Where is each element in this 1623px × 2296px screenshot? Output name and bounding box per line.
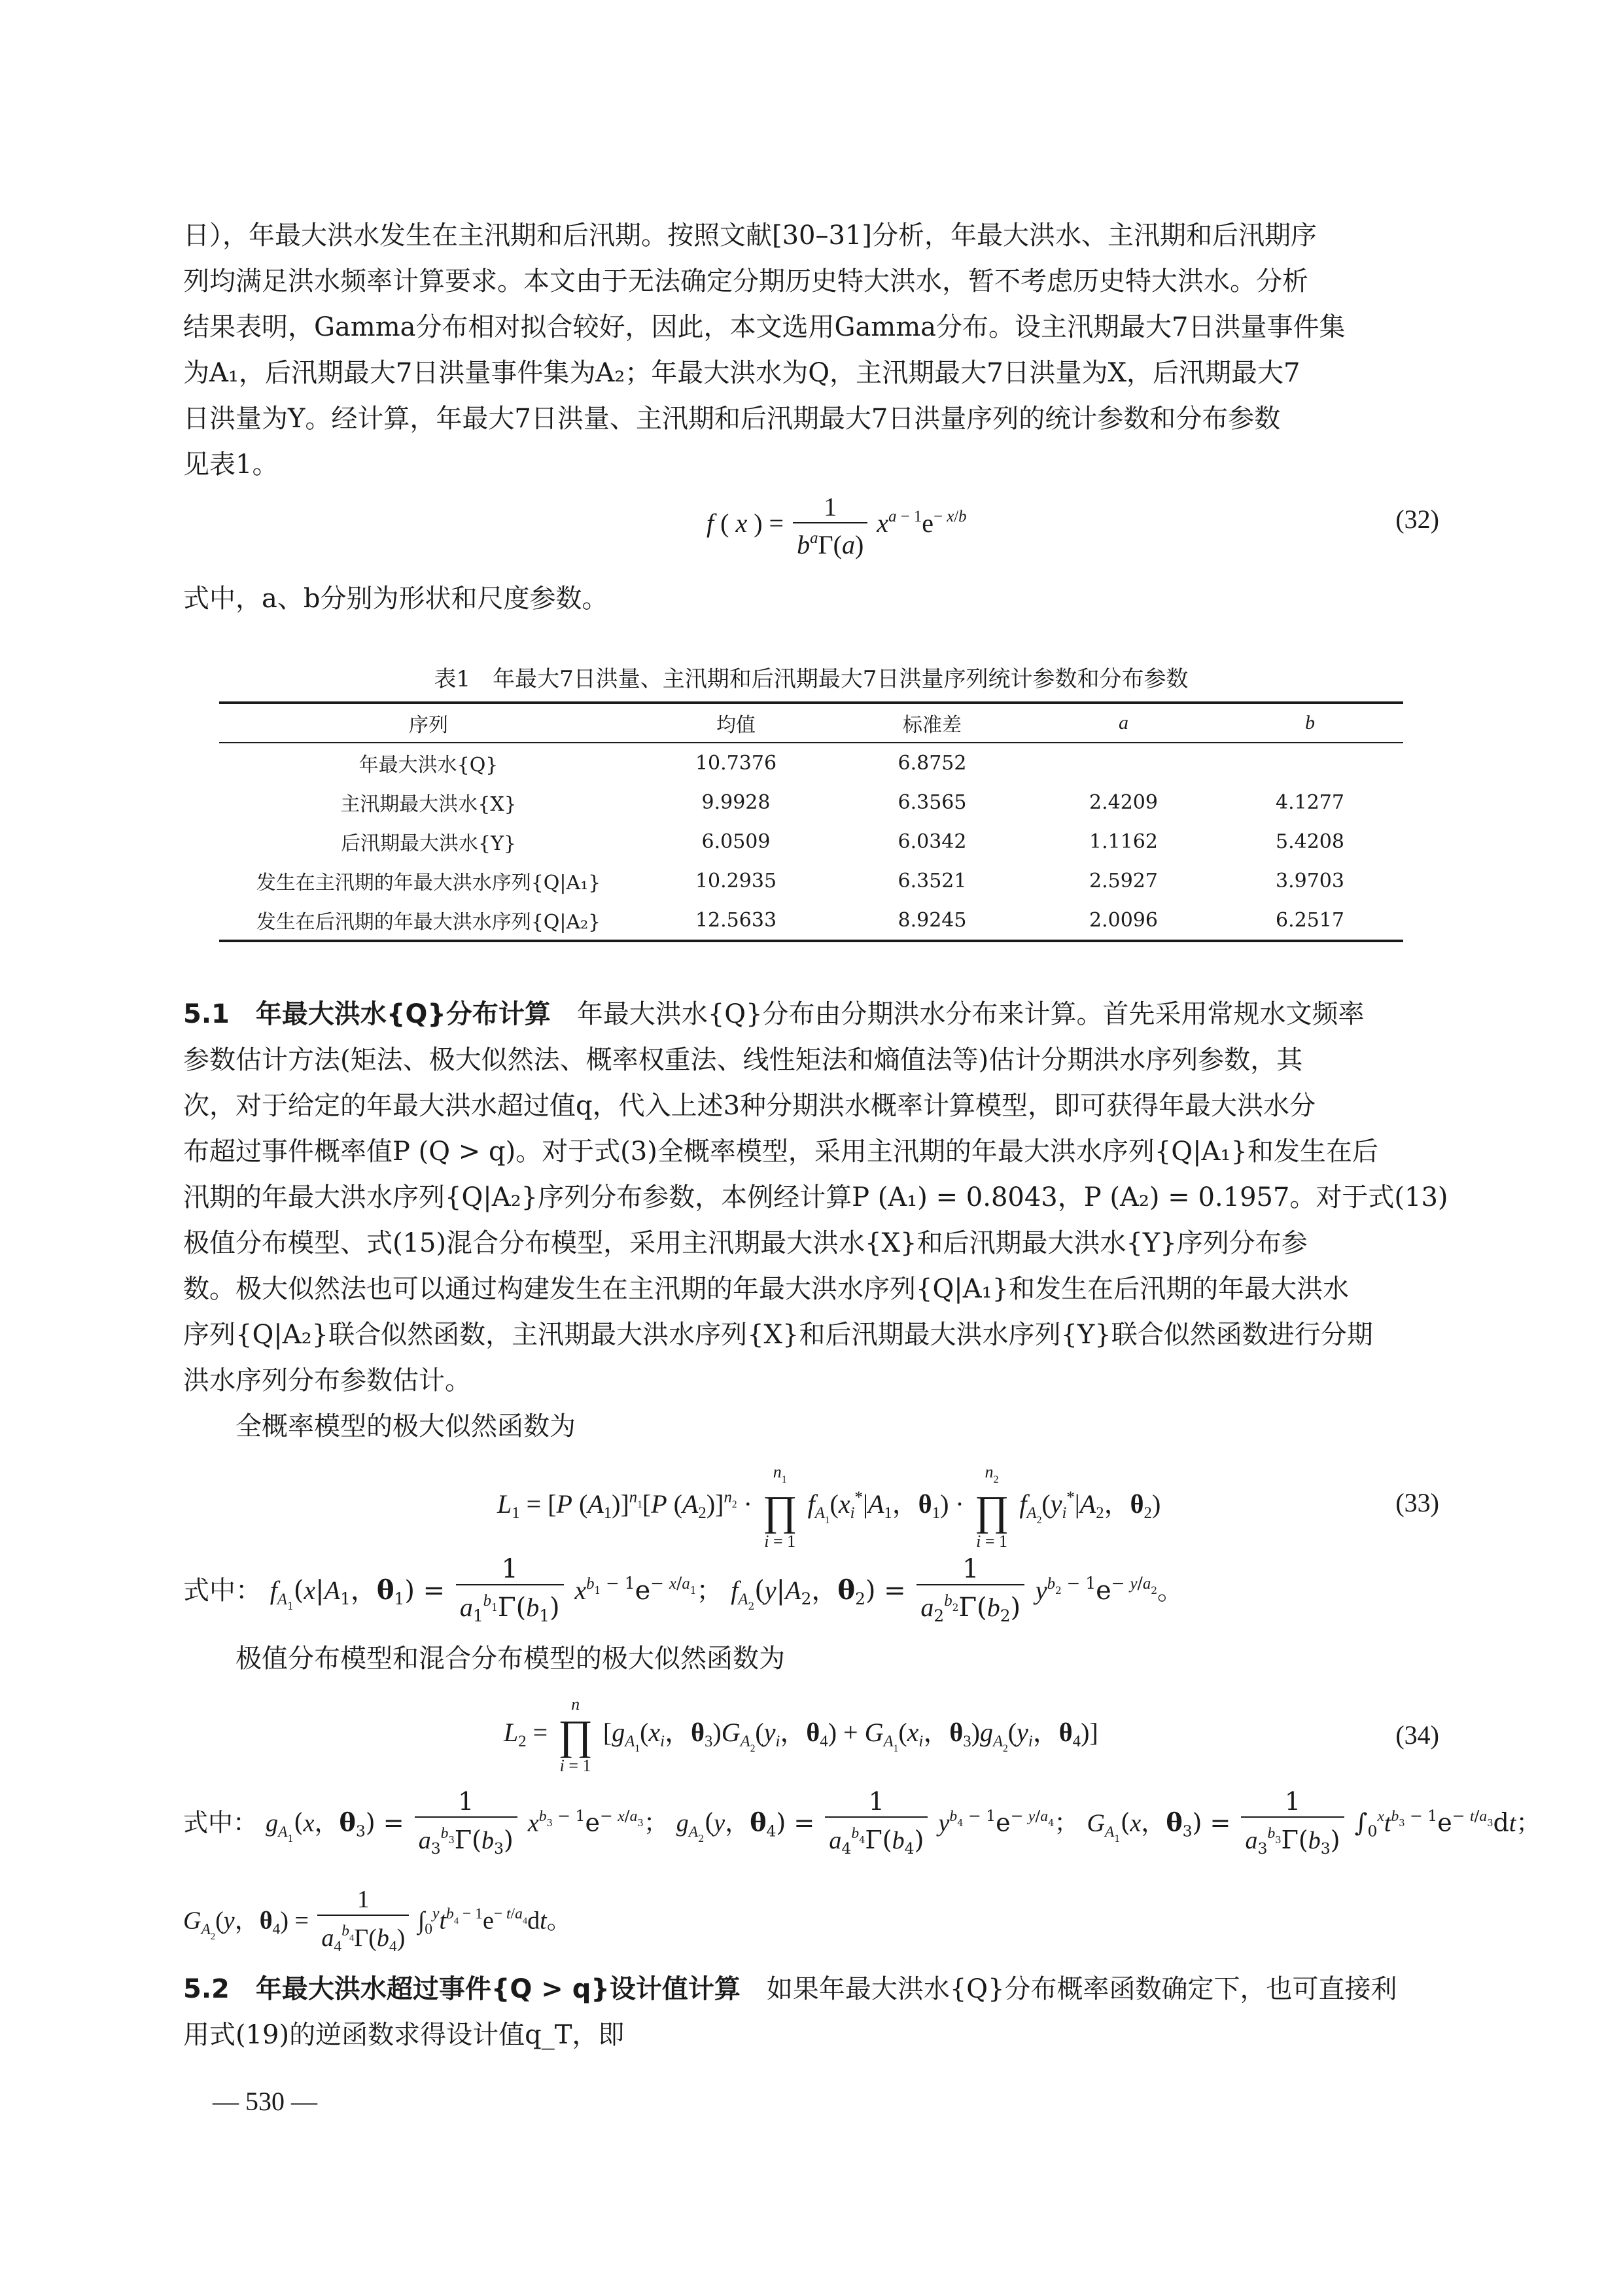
header-cell: 均值 <box>716 714 756 737</box>
text-line: 列均满足洪水频率计算要求。本文由于无法确定分期历史特大洪水，暂不考虑历史特大洪水。分析 <box>183 266 1308 296</box>
table-cell: 6.2517 <box>1276 908 1344 932</box>
equation-body: $L_1 = [P$ $(A_1)]^{n_1}[P$ $(A_2)]^{n_2}$ · $n_1$ ∏ i = 1 $f_{A_1}(x_i^*|A_1$，$\theta_1$) · $n_2$ ∏ i = 1 $f_{A_2}(y_i^*|A_2$，$\theta_2$) <box>497 1462 1161 1551</box>
text-line: 用式(19)的逆函数求得设计值q_T，即 <box>183 2020 625 2050</box>
table-cell: 6.3565 <box>898 790 967 814</box>
table-cell: 6.8752 <box>898 751 967 775</box>
equation-32 <box>183 492 1439 564</box>
table-cell: 6.3521 <box>898 869 967 892</box>
table-cell: 2.0096 <box>1089 908 1158 932</box>
table-cell: 年最大洪水{Q} <box>358 754 498 777</box>
equation-body: 式中： $f_{A_1}(x|A_1$，$\theta_1$) = $\frac{1}{a_1^{b_1}\Gamma(b_1)}$ $x^{b_1 - 1}e^{- x/a_1}$； $f_{A_2}(y|A_2$，$\theta_2$) = $\frac{1}{a_2^{b_2}\Gamma(b_2)}$ $y^{b_2 - 1}e^{- y/a_2}$。 <box>183 1554 1184 1625</box>
section-5-2 <box>183 1966 1439 2058</box>
table-cell: 12.5633 <box>695 908 777 932</box>
note-prefix: 式中： <box>183 1808 258 1837</box>
equation-33 <box>183 1462 1439 1551</box>
text-line: 次，对于给定的年最大洪水超过值q，代入上述3种分期洪水概率计算模型，即可获得年最大洪水分 <box>183 1091 1316 1121</box>
text-line: 极值分布模型和混合分布模型的极大似然函数为 <box>236 1644 785 1674</box>
table-row <box>219 783 1403 822</box>
eq34-note-line1 <box>183 1786 1541 1865</box>
table-cell: 9.9928 <box>701 790 771 814</box>
text-line: 汛期的年最大洪水序列{Q|A₂}序列分布参数，本例经计算P (A₁) = 0.8043，P (A₂) = 0.1957。对于式(13) <box>183 1182 1448 1212</box>
eq33-note <box>183 1554 1439 1633</box>
text-line: 全概率模型的极大似然函数为 <box>236 1411 576 1441</box>
text-line: 数。极大似然法也可以通过构建发生在主汛期的年最大洪水序列{Q|A₁}和发生在后汛期的年最大洪水 <box>183 1274 1350 1304</box>
text-span: 如果年最大洪水{Q}分布概率函数确定下，也可直接利 <box>740 1974 1397 2004</box>
table-cell: 6.0509 <box>701 830 771 853</box>
page-number: — 530 — <box>213 2087 317 2116</box>
lik2-intro <box>183 1636 1439 1682</box>
table-cell: 2.4209 <box>1089 790 1158 814</box>
section-heading: 5.2 年最大洪水超过事件{Q > q}设计值计算 <box>183 1974 741 2004</box>
text-line: 见表1。 <box>183 450 279 480</box>
header-cell: a <box>1119 712 1128 733</box>
text-line: 结果表明，Gamma分布相对拟合较好，因此，本文选用Gamma分布。设主汛期最大7日洪量事件集 <box>183 312 1346 342</box>
table-cell: 发生在后汛期的年最大洪水序列{Q|A₂} <box>256 911 601 934</box>
equation-number: (32) <box>1395 504 1439 534</box>
table-cell: 发生在主汛期的年最大洪水序列{Q|A₁} <box>256 872 601 894</box>
table-row <box>219 743 1403 783</box>
table-row <box>219 900 1403 941</box>
text-line: 为A₁，后汛期最大7日洪量事件集为A₂；年最大洪水为Q，主汛期最大7日洪量为X，后汛期最大7 <box>183 358 1300 388</box>
text-line: 极值分布模型、式(15)混合分布模型，采用主汛期最大洪水{X}和后汛期最大洪水{Y}序列分布参 <box>183 1228 1308 1258</box>
intro-paragraph <box>183 213 1439 487</box>
table-cell: 3.9703 <box>1276 869 1344 892</box>
table-row <box>219 822 1403 861</box>
table-cell: 10.7376 <box>695 751 777 775</box>
table-header-row <box>219 703 1403 743</box>
eq32-note <box>183 576 1439 622</box>
table-cell: 6.0342 <box>898 830 967 853</box>
table-cell: 主汛期最大洪水{X} <box>340 793 517 816</box>
header-cell: b <box>1305 712 1315 733</box>
header-cell: 标准差 <box>903 714 962 737</box>
table-cell: 10.2935 <box>695 869 777 892</box>
table-cell: 1.1162 <box>1089 830 1158 853</box>
table-cell: 8.9245 <box>898 908 967 932</box>
equation-body: f ( x ) = $\frac{1}{b^a\Gamma(a)}$ $x^{a - 1}e^{- x/b}$ <box>707 492 967 559</box>
text-line: 日），年最大洪水发生在主汛期和后汛期。按照文献[30–31]分析，年最大洪水、主汛期和后汛期序 <box>183 221 1318 251</box>
text-line <box>183 991 1439 1037</box>
table-row <box>219 861 1403 900</box>
equation-number: (34) <box>1395 1720 1439 1750</box>
equation-body: $L_2$ = n ∏ i = 1 [$g_{A_1}(x_i$，$\theta_3)G_{A_2}(y_i$，$\theta_4) + G_{A_1}(x_i$，$\theta_3)g_{A_2}(y_i$，$\theta_4$)] <box>504 1695 1098 1775</box>
table-cell <box>1030 743 1217 783</box>
text-line: 洪水序列分布参数估计。 <box>183 1366 471 1396</box>
header-cell: 序列 <box>409 714 448 737</box>
equation-body: $G_{A_2}(y$，$\theta_4$) = $\frac{1}{a_4^{b_4}\Gamma(b_4)}$ $\int_0^yt^{b_4 - 1}e^{- t/a_4}dt$。 <box>183 1886 572 1955</box>
text-line: 序列{Q|A₂}联合似然函数，主汛期最大洪水序列{X}和后汛期最大洪水序列{Y}联合似然函数进行分期 <box>183 1320 1373 1350</box>
text-line: 布超过事件概率值P (Q > q)。对于式(3)全概率模型，采用主汛期的年最大洪水序列{Q|A₁}和发生在后 <box>183 1137 1378 1167</box>
equation-34 <box>183 1695 1439 1780</box>
text-line: 日洪量为Y。经计算，年最大7日洪量、主汛期和后汛期最大7日洪量序列的统计参数和分布参数 <box>183 404 1281 434</box>
text-line <box>183 1966 1439 2012</box>
text-line: 式中，a、b分别为形状和尺度参数。 <box>183 584 608 614</box>
section-heading: 5.1 年最大洪水{Q}分布计算 <box>183 999 551 1029</box>
eq34-note-line2 <box>183 1884 1439 1963</box>
table-cell: 后汛期最大洪水{Y} <box>341 832 516 855</box>
table-caption: 表1 年最大7日洪量、主汛期和后汛期最大7日洪量序列统计参数和分布参数 <box>434 666 1189 692</box>
note-prefix: 式中： <box>183 1576 262 1606</box>
equation-body: 式中： $g_{A_1}(x$，$\theta_3$) = $\frac{1}{a_3^{b_3}\Gamma(b_3)}$ $x^{b_3 - 1}e^{- x/a_3}$； $g_{A_2}(y$，$\theta_4$) = $\frac{1}{a_4^{b_4}\Gamma(b_4)}$ $y^{b_4 - 1}e^{- y/a_4}$； $G_{A_1}(x$，$\theta_3$) = $\frac{1}{a_3^{b_3}\Gamma(b_3)}$ $\int_0^xt^{b_3 - 1}e^{- t/a_3}dt$； <box>183 1787 1541 1858</box>
section-5-1 <box>183 991 1448 1449</box>
data-table <box>219 701 1403 942</box>
text-line: 参数估计方法(矩法、极大似然法、概率权重法、线性矩法和熵值法等)估计分期洪水序列参数，其 <box>183 1045 1303 1075</box>
table-cell: 2.5927 <box>1089 869 1158 892</box>
table-cell: 5.4208 <box>1276 830 1344 853</box>
page <box>183 0 1541 2296</box>
equation-number: (33) <box>1395 1488 1439 1517</box>
text-span: 年最大洪水{Q}分布由分期洪水分布来计算。首先采用常规水文频率 <box>550 999 1365 1029</box>
table-cell: 4.1277 <box>1276 790 1344 814</box>
table-cell <box>1217 743 1403 783</box>
